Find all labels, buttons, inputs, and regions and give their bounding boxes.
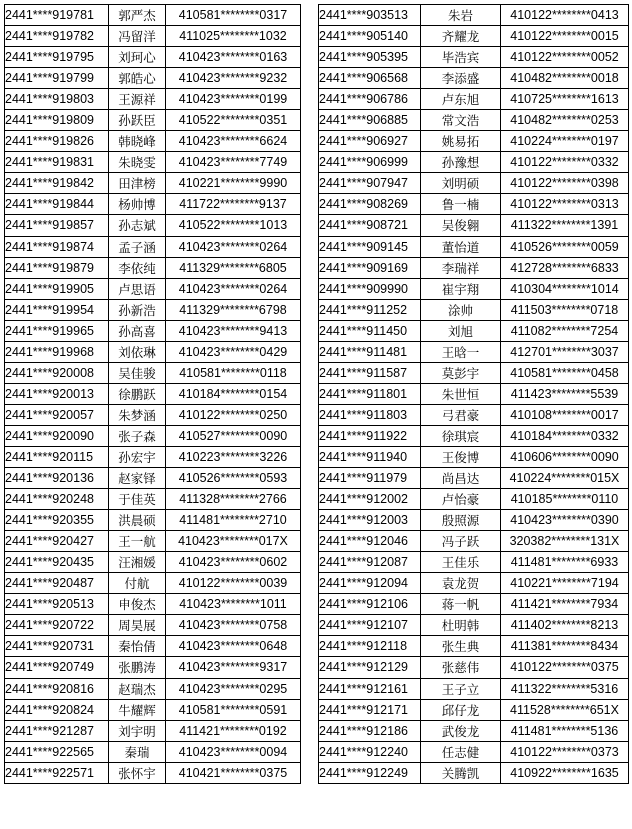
exam-number-cell: 2441****905140 bbox=[319, 26, 421, 47]
table-row bbox=[5, 5, 301, 26]
student-name-cell: 王俊博 bbox=[421, 446, 501, 467]
student-name-cell: 殷照源 bbox=[421, 510, 501, 531]
id-number-cell: 411322********5316 bbox=[501, 678, 629, 699]
exam-number-cell: 2441****920824 bbox=[5, 699, 109, 720]
student-name-cell: 张子森 bbox=[109, 425, 166, 446]
table-row bbox=[5, 110, 301, 131]
exam-number-cell: 2441****912129 bbox=[319, 657, 421, 678]
student-name-cell: 姚易拓 bbox=[421, 131, 501, 152]
student-name-cell: 郭严杰 bbox=[109, 5, 166, 26]
student-name-cell: 孙高喜 bbox=[109, 320, 166, 341]
student-name-cell: 吴俊翱 bbox=[421, 215, 501, 236]
table-row bbox=[319, 257, 629, 278]
table-row bbox=[319, 5, 629, 26]
table-row bbox=[5, 320, 301, 341]
id-number-cell: 411722********9137 bbox=[166, 194, 301, 215]
exam-number-cell: 2441****919795 bbox=[5, 47, 109, 68]
student-name-cell: 尚昌达 bbox=[421, 468, 501, 489]
id-number-cell: 411025********1032 bbox=[166, 26, 301, 47]
table-row bbox=[319, 425, 629, 446]
exam-number-cell: 2441****912002 bbox=[319, 489, 421, 510]
id-number-cell: 410423********9317 bbox=[166, 657, 301, 678]
table-row bbox=[319, 299, 629, 320]
id-number-cell: 410122********0250 bbox=[166, 404, 301, 425]
exam-number-cell: 2441****912186 bbox=[319, 720, 421, 741]
exam-number-cell: 2441****919954 bbox=[5, 299, 109, 320]
table-row bbox=[5, 510, 301, 531]
id-number-cell: 410108********0017 bbox=[501, 404, 629, 425]
exam-number-cell: 2441****911979 bbox=[319, 468, 421, 489]
exam-number-cell: 2441****906885 bbox=[319, 110, 421, 131]
table-row bbox=[5, 383, 301, 404]
student-name-cell: 张生典 bbox=[421, 636, 501, 657]
table-row bbox=[5, 678, 301, 699]
id-number-cell: 410581********0458 bbox=[501, 362, 629, 383]
table-row bbox=[5, 594, 301, 615]
table-row bbox=[319, 236, 629, 257]
table-row bbox=[5, 89, 301, 110]
id-number-cell: 410606********0090 bbox=[501, 446, 629, 467]
id-number-cell: 410184********0332 bbox=[501, 425, 629, 446]
id-number-cell: 410122********0413 bbox=[501, 5, 629, 26]
table-row bbox=[319, 489, 629, 510]
exam-number-cell: 2441****920090 bbox=[5, 425, 109, 446]
table-row bbox=[5, 489, 301, 510]
student-name-cell: 董怡道 bbox=[421, 236, 501, 257]
table-row bbox=[5, 531, 301, 552]
student-name-cell: 卢怡豪 bbox=[421, 489, 501, 510]
table-row bbox=[5, 215, 301, 236]
id-number-cell: 410581********0591 bbox=[166, 699, 301, 720]
exam-number-cell: 2441****912240 bbox=[319, 741, 421, 762]
table-row bbox=[319, 636, 629, 657]
id-number-cell: 410423********0264 bbox=[166, 236, 301, 257]
exam-number-cell: 2441****920513 bbox=[5, 594, 109, 615]
exam-number-cell: 2441****911587 bbox=[319, 362, 421, 383]
student-name-cell: 孙志斌 bbox=[109, 215, 166, 236]
table-row bbox=[5, 741, 301, 762]
student-name-cell: 毕浩宾 bbox=[421, 47, 501, 68]
student-name-cell: 汪湘媛 bbox=[109, 552, 166, 573]
student-name-cell: 崔宇翔 bbox=[421, 278, 501, 299]
exam-number-cell: 2441****920248 bbox=[5, 489, 109, 510]
exam-number-cell: 2441****909990 bbox=[319, 278, 421, 299]
id-number-cell: 410184********0154 bbox=[166, 383, 301, 404]
student-name-cell: 朱晓雯 bbox=[109, 152, 166, 173]
table-row bbox=[5, 468, 301, 489]
exam-number-cell: 2441****907947 bbox=[319, 173, 421, 194]
student-name-cell: 刘依琳 bbox=[109, 341, 166, 362]
exam-number-cell: 2441****922565 bbox=[5, 741, 109, 762]
table-row bbox=[319, 47, 629, 68]
id-number-cell: 410423********0429 bbox=[166, 341, 301, 362]
id-number-cell: 410725********1613 bbox=[501, 89, 629, 110]
id-number-cell: 410482********0253 bbox=[501, 110, 629, 131]
id-number-cell: 410122********0373 bbox=[501, 741, 629, 762]
id-number-cell: 410423********0094 bbox=[166, 741, 301, 762]
id-number-cell: 410221********7194 bbox=[501, 573, 629, 594]
table-row bbox=[5, 194, 301, 215]
student-name-cell: 王晗一 bbox=[421, 341, 501, 362]
student-name-cell: 鲁一楠 bbox=[421, 194, 501, 215]
exam-number-cell: 2441****919844 bbox=[5, 194, 109, 215]
exam-number-cell: 2441****912046 bbox=[319, 531, 421, 552]
exam-number-cell: 2441****905395 bbox=[319, 47, 421, 68]
student-name-cell: 李添盛 bbox=[421, 68, 501, 89]
student-name-cell: 周昊展 bbox=[109, 615, 166, 636]
student-name-cell: 刘宇明 bbox=[109, 720, 166, 741]
id-number-cell: 410122********0398 bbox=[501, 173, 629, 194]
student-name-cell: 任志健 bbox=[421, 741, 501, 762]
table-row bbox=[5, 47, 301, 68]
id-number-cell: 410423********0295 bbox=[166, 678, 301, 699]
table-row bbox=[319, 215, 629, 236]
id-number-cell: 320382********131X bbox=[501, 531, 629, 552]
table-row bbox=[319, 152, 629, 173]
student-name-cell: 郭皓心 bbox=[109, 68, 166, 89]
exam-number-cell: 2441****919842 bbox=[5, 173, 109, 194]
table-row bbox=[319, 594, 629, 615]
id-number-cell: 410122********0332 bbox=[501, 152, 629, 173]
table-row bbox=[5, 299, 301, 320]
exam-number-cell: 2441****912003 bbox=[319, 510, 421, 531]
student-name-cell: 关腾凯 bbox=[421, 762, 501, 783]
table-row bbox=[319, 699, 629, 720]
exam-number-cell: 2441****919781 bbox=[5, 5, 109, 26]
student-name-cell: 孙新浩 bbox=[109, 299, 166, 320]
table-row bbox=[319, 446, 629, 467]
student-name-cell: 莫彭宇 bbox=[421, 362, 501, 383]
table-row bbox=[319, 678, 629, 699]
exam-number-cell: 2441****920435 bbox=[5, 552, 109, 573]
student-name-cell: 徐琪宸 bbox=[421, 425, 501, 446]
exam-number-cell: 2441****906999 bbox=[319, 152, 421, 173]
id-number-cell: 410522********0351 bbox=[166, 110, 301, 131]
id-number-cell: 410423********0199 bbox=[166, 89, 301, 110]
id-number-cell: 411421********0192 bbox=[166, 720, 301, 741]
exam-number-cell: 2441****920749 bbox=[5, 657, 109, 678]
student-name-cell: 秦怡倩 bbox=[109, 636, 166, 657]
id-number-cell: 410122********0015 bbox=[501, 26, 629, 47]
table-row bbox=[5, 699, 301, 720]
id-number-cell: 410224********015X bbox=[501, 468, 629, 489]
id-number-cell: 411528********651X bbox=[501, 699, 629, 720]
exam-number-cell: 2441****912106 bbox=[319, 594, 421, 615]
table-row bbox=[319, 510, 629, 531]
table-row bbox=[5, 26, 301, 47]
exam-number-cell: 2441****919803 bbox=[5, 89, 109, 110]
student-name-cell: 王佳乐 bbox=[421, 552, 501, 573]
exam-number-cell: 2441****920136 bbox=[5, 468, 109, 489]
table-row bbox=[319, 362, 629, 383]
table-row bbox=[5, 636, 301, 657]
exam-number-cell: 2441****919857 bbox=[5, 215, 109, 236]
id-number-cell: 410423********7749 bbox=[166, 152, 301, 173]
id-number-cell: 411328********2766 bbox=[166, 489, 301, 510]
exam-number-cell: 2441****912087 bbox=[319, 552, 421, 573]
id-number-cell: 410423********0648 bbox=[166, 636, 301, 657]
exam-number-cell: 2441****908721 bbox=[319, 215, 421, 236]
exam-number-cell: 2441****912118 bbox=[319, 636, 421, 657]
exam-number-cell: 2441****906786 bbox=[319, 89, 421, 110]
student-name-cell: 付航 bbox=[109, 573, 166, 594]
id-number-cell: 411082********7254 bbox=[501, 320, 629, 341]
exam-number-cell: 2441****919831 bbox=[5, 152, 109, 173]
exam-number-cell: 2441****919968 bbox=[5, 341, 109, 362]
table-row bbox=[319, 173, 629, 194]
student-name-cell: 王子立 bbox=[421, 678, 501, 699]
student-name-cell: 李依纯 bbox=[109, 257, 166, 278]
exam-number-cell: 2441****911803 bbox=[319, 404, 421, 425]
table-row bbox=[319, 720, 629, 741]
table-row bbox=[5, 257, 301, 278]
table-row bbox=[319, 131, 629, 152]
id-number-cell: 410526********0593 bbox=[166, 468, 301, 489]
exam-number-cell: 2441****919965 bbox=[5, 320, 109, 341]
id-number-cell: 411402********8213 bbox=[501, 615, 629, 636]
student-name-cell: 张怀宇 bbox=[109, 762, 166, 783]
exam-number-cell: 2441****911940 bbox=[319, 446, 421, 467]
exam-number-cell: 2441****911481 bbox=[319, 341, 421, 362]
student-name-cell: 于佳英 bbox=[109, 489, 166, 510]
id-number-cell: 410423********017X bbox=[166, 531, 301, 552]
table-row bbox=[319, 552, 629, 573]
student-name-cell: 孙豫想 bbox=[421, 152, 501, 173]
exam-number-cell: 2441****920722 bbox=[5, 615, 109, 636]
exam-number-cell: 2441****919826 bbox=[5, 131, 109, 152]
student-name-cell: 刘明硕 bbox=[421, 173, 501, 194]
table-row bbox=[5, 615, 301, 636]
student-name-cell: 张鹏涛 bbox=[109, 657, 166, 678]
student-name-cell: 孟子涵 bbox=[109, 236, 166, 257]
id-number-cell: 410423********1011 bbox=[166, 594, 301, 615]
student-name-cell: 朱梦涵 bbox=[109, 404, 166, 425]
left-table bbox=[4, 4, 301, 784]
id-number-cell: 410122********0313 bbox=[501, 194, 629, 215]
exam-number-cell: 2441****911450 bbox=[319, 320, 421, 341]
table-row bbox=[319, 26, 629, 47]
id-number-cell: 410122********0375 bbox=[501, 657, 629, 678]
table-row bbox=[319, 341, 629, 362]
exam-number-cell: 2441****912249 bbox=[319, 762, 421, 783]
id-number-cell: 412701********3037 bbox=[501, 341, 629, 362]
table-row bbox=[319, 194, 629, 215]
id-number-cell: 410423********0264 bbox=[166, 278, 301, 299]
exam-number-cell: 2441****919799 bbox=[5, 68, 109, 89]
table-row bbox=[319, 110, 629, 131]
student-name-cell: 刘旭 bbox=[421, 320, 501, 341]
student-name-cell: 张慈伟 bbox=[421, 657, 501, 678]
table-row bbox=[5, 152, 301, 173]
exam-number-cell: 2441****919874 bbox=[5, 236, 109, 257]
id-number-cell: 410423********6624 bbox=[166, 131, 301, 152]
table-row bbox=[319, 468, 629, 489]
id-number-cell: 410423********0602 bbox=[166, 552, 301, 573]
exam-number-cell: 2441****919879 bbox=[5, 257, 109, 278]
exam-number-cell: 2441****909145 bbox=[319, 236, 421, 257]
id-number-cell: 410423********0163 bbox=[166, 47, 301, 68]
table-row bbox=[319, 615, 629, 636]
id-number-cell: 410423********0758 bbox=[166, 615, 301, 636]
student-name-cell: 冯子跃 bbox=[421, 531, 501, 552]
id-number-cell: 410423********9232 bbox=[166, 68, 301, 89]
table-row bbox=[319, 89, 629, 110]
id-number-cell: 410423********0390 bbox=[501, 510, 629, 531]
student-name-cell: 弓君豪 bbox=[421, 404, 501, 425]
exam-number-cell: 2441****912171 bbox=[319, 699, 421, 720]
id-number-cell: 410527********0090 bbox=[166, 425, 301, 446]
student-name-cell: 冯留洋 bbox=[109, 26, 166, 47]
student-name-cell: 赵瑞杰 bbox=[109, 678, 166, 699]
table-row bbox=[5, 278, 301, 299]
id-number-cell: 411481********5136 bbox=[501, 720, 629, 741]
id-number-cell: 410522********1013 bbox=[166, 215, 301, 236]
student-name-cell: 蒋一帆 bbox=[421, 594, 501, 615]
id-number-cell: 411322********1391 bbox=[501, 215, 629, 236]
student-name-cell: 洪晨硕 bbox=[109, 510, 166, 531]
table-row bbox=[319, 278, 629, 299]
exam-number-cell: 2441****909169 bbox=[319, 257, 421, 278]
student-name-cell: 杜明韩 bbox=[421, 615, 501, 636]
table-row bbox=[5, 173, 301, 194]
id-number-cell: 411503********0718 bbox=[501, 299, 629, 320]
exam-number-cell: 2441****920427 bbox=[5, 531, 109, 552]
exam-number-cell: 2441****919809 bbox=[5, 110, 109, 131]
table-row bbox=[5, 762, 301, 783]
student-name-cell: 邱仔龙 bbox=[421, 699, 501, 720]
table-row bbox=[5, 552, 301, 573]
exam-number-cell: 2441****920013 bbox=[5, 383, 109, 404]
exam-number-cell: 2441****922571 bbox=[5, 762, 109, 783]
student-name-cell: 朱世恒 bbox=[421, 383, 501, 404]
id-number-cell: 411329********6805 bbox=[166, 257, 301, 278]
exam-number-cell: 2441****920008 bbox=[5, 362, 109, 383]
student-name-cell: 秦瑞 bbox=[109, 741, 166, 762]
id-number-cell: 410423********9413 bbox=[166, 320, 301, 341]
student-name-cell: 申俊杰 bbox=[109, 594, 166, 615]
student-name-cell: 涂帅 bbox=[421, 299, 501, 320]
table-row bbox=[5, 341, 301, 362]
id-number-cell: 411481********2710 bbox=[166, 510, 301, 531]
student-name-cell: 刘珂心 bbox=[109, 47, 166, 68]
id-number-cell: 410581********0118 bbox=[166, 362, 301, 383]
student-name-cell: 卢思语 bbox=[109, 278, 166, 299]
id-number-cell: 410304********1014 bbox=[501, 278, 629, 299]
exam-number-cell: 2441****920115 bbox=[5, 446, 109, 467]
table-row bbox=[5, 573, 301, 594]
exam-number-cell: 2441****920816 bbox=[5, 678, 109, 699]
student-name-cell: 牛耀辉 bbox=[109, 699, 166, 720]
id-number-cell: 410122********0052 bbox=[501, 47, 629, 68]
exam-number-cell: 2441****903513 bbox=[319, 5, 421, 26]
table-row bbox=[319, 762, 629, 783]
table-row bbox=[5, 68, 301, 89]
exam-number-cell: 2441****920057 bbox=[5, 404, 109, 425]
student-name-cell: 李瑞祥 bbox=[421, 257, 501, 278]
exam-number-cell: 2441****912161 bbox=[319, 678, 421, 699]
table-row bbox=[5, 425, 301, 446]
exam-number-cell: 2441****911801 bbox=[319, 383, 421, 404]
student-name-cell: 朱岩 bbox=[421, 5, 501, 26]
student-name-cell: 武俊龙 bbox=[421, 720, 501, 741]
table-row bbox=[5, 362, 301, 383]
id-number-cell: 411381********8434 bbox=[501, 636, 629, 657]
id-number-cell: 411481********6933 bbox=[501, 552, 629, 573]
id-number-cell: 410581********0317 bbox=[166, 5, 301, 26]
student-name-cell: 吴佳骏 bbox=[109, 362, 166, 383]
student-name-cell: 赵家铎 bbox=[109, 468, 166, 489]
table-row bbox=[319, 657, 629, 678]
table-row bbox=[319, 531, 629, 552]
id-number-cell: 410482********0018 bbox=[501, 68, 629, 89]
student-name-cell: 杨帅博 bbox=[109, 194, 166, 215]
exam-number-cell: 2441****908269 bbox=[319, 194, 421, 215]
exam-number-cell: 2441****919782 bbox=[5, 26, 109, 47]
student-name-cell: 田津榜 bbox=[109, 173, 166, 194]
table-row bbox=[5, 657, 301, 678]
id-number-cell: 411329********6798 bbox=[166, 299, 301, 320]
student-name-cell: 孙宏宇 bbox=[109, 446, 166, 467]
student-name-cell: 王源祥 bbox=[109, 89, 166, 110]
table-row bbox=[319, 383, 629, 404]
student-name-cell: 韩晓峰 bbox=[109, 131, 166, 152]
id-number-cell: 412728********6833 bbox=[501, 257, 629, 278]
exam-number-cell: 2441****906568 bbox=[319, 68, 421, 89]
id-number-cell: 410224********0197 bbox=[501, 131, 629, 152]
id-number-cell: 410221********9990 bbox=[166, 173, 301, 194]
exam-number-cell: 2441****919905 bbox=[5, 278, 109, 299]
student-name-cell: 卢东旭 bbox=[421, 89, 501, 110]
table-row bbox=[319, 573, 629, 594]
id-number-cell: 410526********0059 bbox=[501, 236, 629, 257]
exam-number-cell: 2441****911922 bbox=[319, 425, 421, 446]
table-row bbox=[319, 320, 629, 341]
right-table bbox=[318, 4, 629, 784]
student-name-cell: 袁龙贺 bbox=[421, 573, 501, 594]
exam-number-cell: 2441****920731 bbox=[5, 636, 109, 657]
id-number-cell: 410421********0375 bbox=[166, 762, 301, 783]
id-number-cell: 410185********0110 bbox=[501, 489, 629, 510]
exam-number-cell: 2441****912107 bbox=[319, 615, 421, 636]
id-number-cell: 411423********5539 bbox=[501, 383, 629, 404]
student-name-cell: 常文浩 bbox=[421, 110, 501, 131]
table-row bbox=[319, 404, 629, 425]
exam-number-cell: 2441****906927 bbox=[319, 131, 421, 152]
table-row bbox=[319, 741, 629, 762]
table-row bbox=[5, 446, 301, 467]
table-row bbox=[319, 68, 629, 89]
table-row bbox=[5, 720, 301, 741]
id-number-cell: 410922********1635 bbox=[501, 762, 629, 783]
table-row bbox=[5, 236, 301, 257]
student-name-cell: 孙跃臣 bbox=[109, 110, 166, 131]
id-number-cell: 410223********3226 bbox=[166, 446, 301, 467]
id-number-cell: 411421********7934 bbox=[501, 594, 629, 615]
exam-number-cell: 2441****921287 bbox=[5, 720, 109, 741]
student-name-cell: 王一航 bbox=[109, 531, 166, 552]
student-name-cell: 齐耀龙 bbox=[421, 26, 501, 47]
exam-number-cell: 2441****912094 bbox=[319, 573, 421, 594]
student-name-cell: 徐鹏跃 bbox=[109, 383, 166, 404]
id-number-cell: 410122********0039 bbox=[166, 573, 301, 594]
exam-number-cell: 2441****920487 bbox=[5, 573, 109, 594]
table-row bbox=[5, 131, 301, 152]
exam-number-cell: 2441****920355 bbox=[5, 510, 109, 531]
exam-number-cell: 2441****911252 bbox=[319, 299, 421, 320]
table-row bbox=[5, 404, 301, 425]
